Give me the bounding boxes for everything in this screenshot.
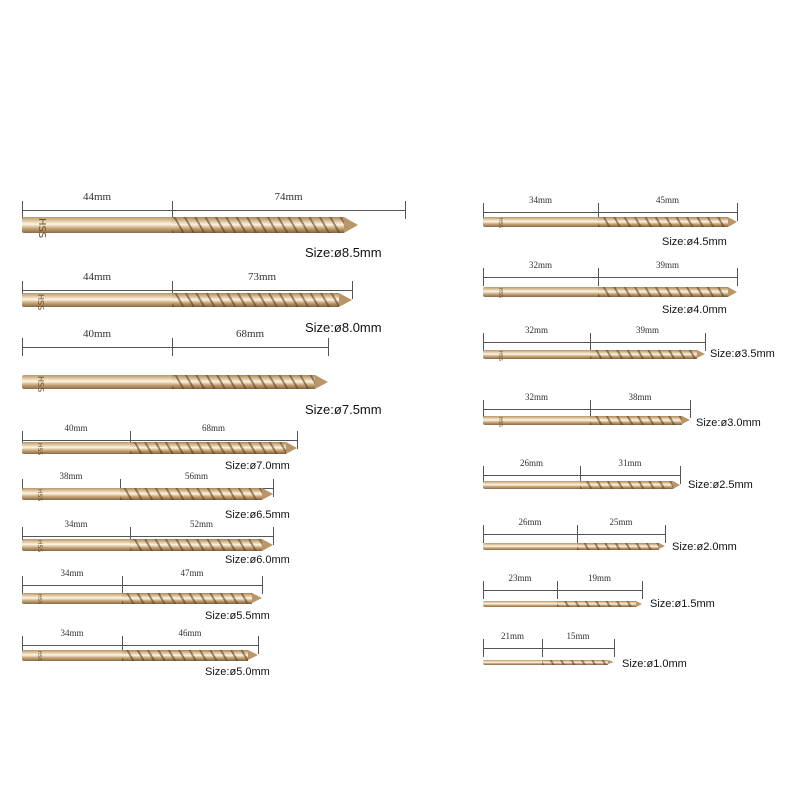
drill-tip bbox=[286, 442, 297, 454]
size-label bbox=[688, 479, 753, 491]
flute-length-label: 52mm bbox=[189, 519, 214, 529]
drill-flute bbox=[598, 287, 728, 297]
measure-line bbox=[22, 645, 258, 646]
drill-tip bbox=[339, 293, 352, 307]
measure-line bbox=[483, 648, 614, 649]
drill-flute bbox=[172, 375, 315, 389]
size-label bbox=[650, 598, 715, 610]
drill-flute bbox=[130, 539, 262, 551]
measure-tick bbox=[598, 268, 599, 286]
size-prefix: Size: bbox=[205, 665, 230, 678]
flute-length-label: 39mm bbox=[635, 325, 660, 335]
size-label bbox=[205, 666, 270, 678]
drill-flute bbox=[580, 481, 673, 489]
drill-flute bbox=[542, 660, 608, 665]
drill-tip bbox=[636, 601, 642, 607]
size-prefix: Size: bbox=[672, 540, 697, 553]
size-prefix: Size: bbox=[696, 416, 721, 429]
hss-engraving: HSS bbox=[497, 288, 503, 299]
drill-tip bbox=[697, 350, 705, 358]
size-value: ø5.0mm bbox=[229, 665, 270, 678]
measure-line bbox=[483, 409, 690, 410]
drill-shank bbox=[483, 660, 542, 665]
drill-tip bbox=[608, 660, 614, 664]
measure-tick bbox=[273, 479, 274, 497]
size-value: ø6.0mm bbox=[249, 553, 290, 566]
size-value: ø1.5mm bbox=[674, 597, 715, 610]
size-label bbox=[662, 236, 727, 248]
size-prefix: Size: bbox=[662, 235, 687, 248]
measure-tick bbox=[705, 333, 706, 351]
measure-tick bbox=[542, 639, 543, 657]
size-value: ø1.0mm bbox=[646, 657, 687, 670]
flute-length-label: 25mm bbox=[609, 517, 633, 527]
size-label bbox=[696, 417, 761, 429]
hss-engraving: HSS bbox=[497, 350, 503, 361]
measure-tick bbox=[614, 639, 615, 657]
measure-tick bbox=[352, 281, 353, 299]
hss-engraving: HSS bbox=[497, 218, 503, 229]
measure-tick bbox=[483, 639, 484, 657]
measure-tick bbox=[737, 268, 738, 286]
size-label bbox=[710, 348, 775, 360]
drill-flute bbox=[598, 217, 728, 227]
drill-flute bbox=[557, 601, 636, 607]
drill-flute bbox=[120, 488, 262, 500]
measure-line bbox=[22, 290, 352, 291]
flute-length-label: 45mm bbox=[655, 195, 680, 205]
flute-length-label: 56mm bbox=[184, 471, 209, 481]
drill-tip bbox=[728, 287, 737, 297]
size-prefix: Size: bbox=[225, 508, 250, 521]
hss-engraving: HSS bbox=[36, 218, 47, 239]
size-label bbox=[305, 245, 382, 260]
drill-shank bbox=[483, 543, 577, 550]
flute-length-label: 68mm bbox=[201, 423, 226, 433]
size-prefix: Size: bbox=[225, 459, 250, 472]
flute-length-label: 47mm bbox=[180, 568, 204, 578]
size-value: ø6.5mm bbox=[249, 508, 290, 521]
measure-tick bbox=[122, 576, 123, 594]
drill-tip bbox=[262, 488, 273, 500]
hss-engraving: HSS bbox=[36, 443, 43, 456]
measure-line bbox=[22, 536, 273, 537]
drill-shank bbox=[483, 601, 557, 607]
drill-tip bbox=[344, 217, 358, 233]
measure-tick bbox=[577, 525, 578, 543]
shank-length-label: 32mm bbox=[528, 260, 553, 270]
shank-length-label: 32mm bbox=[524, 325, 549, 335]
measure-tick bbox=[258, 636, 259, 654]
flute-length-label: 39mm bbox=[655, 260, 680, 270]
drill-tip bbox=[252, 593, 262, 603]
hss-engraving: HSS bbox=[36, 650, 42, 661]
drill-flute bbox=[122, 593, 252, 604]
measure-tick bbox=[590, 333, 591, 351]
size-prefix: Size: bbox=[305, 319, 334, 335]
flute-length-label: 19mm bbox=[587, 573, 612, 583]
size-label bbox=[662, 304, 727, 316]
size-prefix: Size: bbox=[688, 478, 713, 491]
shank-length-label: 34mm bbox=[60, 568, 84, 578]
hss-engraving: HSS bbox=[36, 376, 45, 393]
measure-line bbox=[22, 210, 405, 211]
drill-flute bbox=[122, 650, 248, 661]
measure-line bbox=[483, 277, 737, 278]
size-value: ø2.5mm bbox=[712, 478, 753, 491]
shank-length-label: 23mm bbox=[508, 573, 532, 583]
flute-length-label: 74mm bbox=[274, 191, 303, 203]
shank-length-label: 26mm bbox=[518, 517, 542, 527]
measure-line bbox=[483, 534, 665, 535]
size-label bbox=[225, 509, 290, 521]
measure-tick bbox=[405, 201, 406, 219]
size-label bbox=[672, 541, 737, 553]
size-value: ø2.0mm bbox=[696, 540, 737, 553]
shank-length-label: 34mm bbox=[528, 195, 553, 205]
measure-tick bbox=[483, 581, 484, 599]
size-label bbox=[305, 402, 382, 417]
measure-tick bbox=[483, 268, 484, 286]
measure-tick bbox=[262, 576, 263, 594]
hss-engraving: HSS bbox=[36, 489, 43, 502]
size-value: ø7.5mm bbox=[333, 401, 382, 417]
drill-flute bbox=[590, 416, 682, 425]
size-prefix: Size: bbox=[205, 609, 230, 622]
size-label bbox=[622, 658, 687, 670]
size-value: ø5.5mm bbox=[229, 609, 270, 622]
size-prefix: Size: bbox=[650, 597, 675, 610]
measure-tick bbox=[328, 338, 329, 356]
drill-flute bbox=[172, 293, 339, 307]
shank-length-label: 21mm bbox=[500, 631, 525, 641]
size-prefix: Size: bbox=[662, 303, 687, 316]
drill-flute bbox=[130, 442, 286, 454]
measure-tick bbox=[22, 576, 23, 594]
measure-line bbox=[22, 585, 262, 586]
shank-length-label: 32mm bbox=[524, 392, 549, 402]
hss-engraving: HSS bbox=[36, 593, 42, 604]
size-prefix: Size: bbox=[305, 401, 334, 417]
drill-tip bbox=[673, 481, 680, 489]
drill-tip bbox=[682, 416, 690, 424]
size-value: ø8.0mm bbox=[333, 319, 382, 335]
size-label bbox=[305, 320, 382, 335]
flute-length-label: 46mm bbox=[178, 628, 202, 638]
shank-length-label: 40mm bbox=[64, 423, 88, 433]
shank-length-label: 40mm bbox=[82, 328, 112, 340]
shank-length-label: 44mm bbox=[82, 271, 112, 283]
size-label bbox=[225, 460, 290, 472]
measure-line bbox=[483, 590, 642, 591]
measure-tick bbox=[172, 338, 173, 356]
drill-tip bbox=[315, 375, 328, 389]
drill-shank bbox=[483, 481, 580, 489]
size-prefix: Size: bbox=[305, 244, 334, 260]
measure-tick bbox=[665, 525, 666, 543]
measure-line bbox=[22, 347, 328, 348]
measure-tick bbox=[557, 581, 558, 599]
flute-length-label: 15mm bbox=[566, 631, 590, 641]
hss-engraving: HSS bbox=[497, 416, 503, 427]
size-value: ø4.0mm bbox=[686, 303, 727, 316]
shank-length-label: 44mm bbox=[82, 191, 112, 203]
shank-length-label: 34mm bbox=[60, 628, 84, 638]
size-label bbox=[205, 610, 270, 622]
measure-line bbox=[22, 440, 297, 441]
size-value: ø7.0mm bbox=[249, 459, 290, 472]
measure-tick bbox=[273, 527, 274, 545]
drill-flute bbox=[577, 543, 659, 550]
hss-engraving: HSS bbox=[36, 294, 45, 311]
flute-length-label: 31mm bbox=[618, 458, 642, 468]
shank-length-label: 38mm bbox=[59, 471, 83, 481]
measure-line bbox=[483, 475, 680, 476]
flute-length-label: 73mm bbox=[247, 271, 277, 283]
drill-flute bbox=[172, 217, 344, 233]
measure-tick bbox=[22, 338, 23, 356]
shank-length-label: 26mm bbox=[519, 458, 544, 468]
measure-tick bbox=[483, 333, 484, 351]
measure-line bbox=[483, 342, 705, 343]
drill-flute bbox=[590, 350, 697, 359]
size-value: ø8.5mm bbox=[333, 244, 382, 260]
size-value: ø3.5mm bbox=[734, 347, 775, 360]
flute-length-label: 38mm bbox=[628, 392, 652, 402]
drill-tip bbox=[262, 539, 273, 551]
size-label bbox=[225, 554, 290, 566]
drill-tip bbox=[248, 650, 258, 660]
shank-length-label: 34mm bbox=[64, 519, 88, 529]
size-value: ø3.0mm bbox=[720, 416, 761, 429]
size-prefix: Size: bbox=[710, 347, 735, 360]
drill-tip bbox=[659, 543, 665, 549]
measure-tick bbox=[737, 203, 738, 221]
drill-tip bbox=[728, 217, 737, 227]
hss-engraving: HSS bbox=[36, 540, 43, 553]
size-prefix: Size: bbox=[225, 553, 250, 566]
measure-tick bbox=[483, 525, 484, 543]
measure-tick bbox=[642, 581, 643, 599]
size-prefix: Size: bbox=[622, 657, 647, 670]
measure-tick bbox=[680, 466, 681, 484]
measure-tick bbox=[690, 400, 691, 418]
size-value: ø4.5mm bbox=[686, 235, 727, 248]
measure-tick bbox=[297, 431, 298, 449]
measure-line bbox=[483, 212, 737, 213]
flute-length-label: 68mm bbox=[235, 328, 265, 340]
